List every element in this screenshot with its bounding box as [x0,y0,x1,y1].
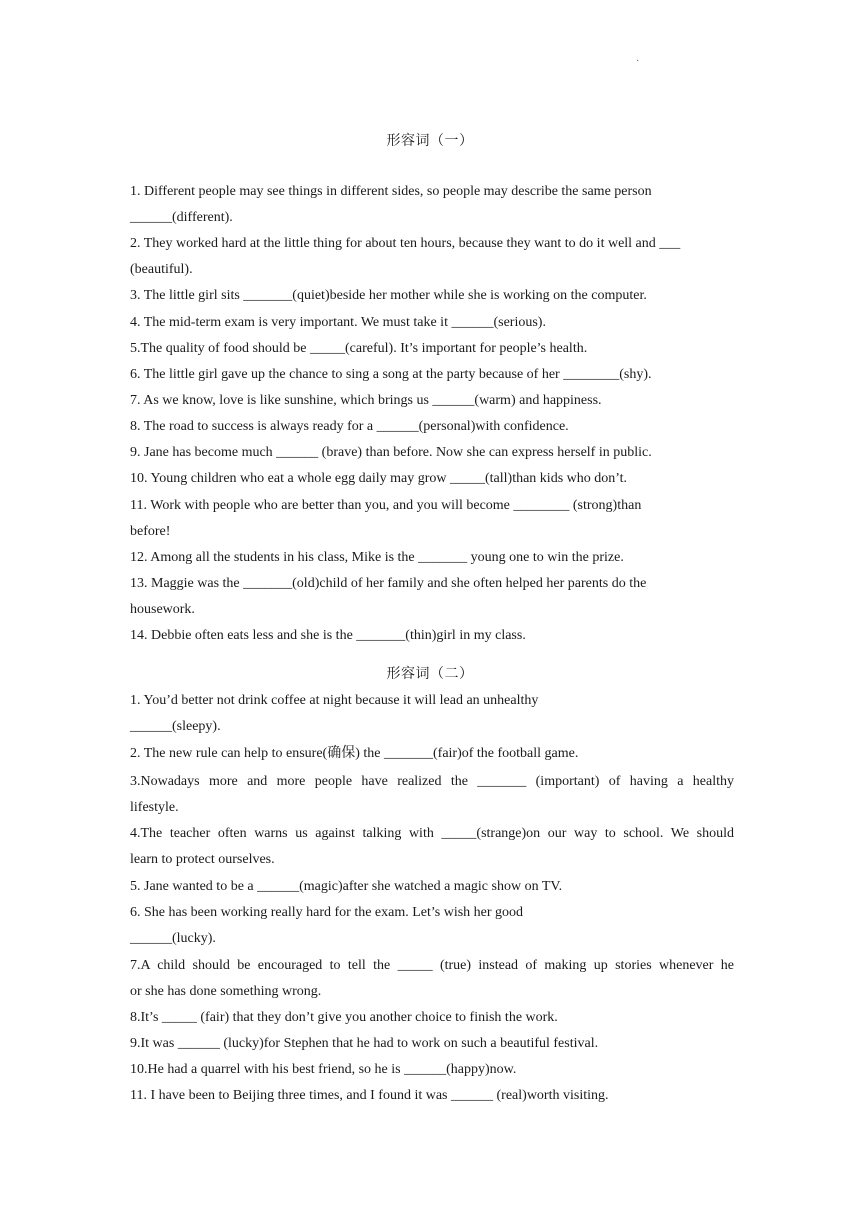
exercise-line: 8. The road to success is always ready for a ______(personal)with confidence. [130,419,569,434]
exercise-line: 6. She has been working really hard for the exam. Let’s wish her good [130,905,524,920]
exercise-line: 14. Debbie often eats less and she is the _______(thin)girl in my class. [130,628,526,643]
exercise-line: 8.It’s _____ (fair) that they don’t give you another choice to finish the work. [130,1010,558,1025]
section-1-title: 形容词（一） [386,133,474,149]
exercise-line: housework. [130,602,195,617]
exercise-line: 6. The little girl gave up the chance to sing a song at the party because of her ________(shy). [130,367,652,382]
exercise-line: 5. Jane wanted to be a ______(magic)after she watched a magic show on TV. [130,879,563,894]
exercise-line: learn to protect ourselves. [130,852,275,867]
exercise-line: 3.Nowadays more and more people have realized the _______ (important) of having a healthy [130,774,734,789]
exercise-line: ______(different). [130,210,233,225]
exercise-line: 9. Jane has become much ______ (brave) than before. Now she can express herself in public. [130,445,652,460]
exercise-line: 2. They worked hard at the little thing for about ten hours, because they want to do it well and ___ [130,236,681,251]
exercise-line: 10. Young children who eat a whole egg daily may grow _____(tall)than kids who don’t. [130,471,628,486]
exercise-line: 1. Different people may see things in different sides, so people may describe the same person [130,184,652,199]
exercise-line: (beautiful). [130,262,193,277]
exercise-line: lifestyle. [130,800,179,815]
exercise-line: 7.A child should be encouraged to tell the _____ (true) instead of making up stories whenever he [130,958,734,973]
exercise-line: 10.He had a quarrel with his best friend, so he is ______(happy)now. [130,1062,517,1077]
exercise-line: 1. You’d better not drink coffee at night because it will lead an unhealthy [130,693,539,708]
exercise-line: 4.The teacher often warns us against talking with _____(strange)on our way to school. We should [130,826,734,841]
exercise-line: before! [130,524,171,539]
exercise-line: ______(sleepy). [130,719,221,734]
section-2-title: 形容词（二） [386,666,474,682]
exercise-line: 7. As we know, love is like sunshine, which brings us ______(warm) and happiness. [130,393,602,408]
exercise-line: 2. The new rule can help to ensure(确保) the _______(fair)of the football game. [130,746,579,761]
header-mark: · [636,56,640,67]
exercise-line: ______(lucky). [130,931,216,946]
exercise-line: 3. The little girl sits _______(quiet)beside her mother while she is working on the computer. [130,288,647,303]
exercise-line: 11. Work with people who are better than you, and you will become ________ (strong)than [130,498,642,513]
exercise-line: or she has done something wrong. [130,984,322,999]
exercise-line: 5.The quality of food should be _____(careful). It’s important for people’s health. [130,341,588,356]
exercise-line: 12. Among all the students in his class, Mike is the _______ young one to win the prize. [130,550,624,565]
exercise-line: 4. The mid-term exam is very important. We must take it ______(serious). [130,315,546,330]
exercise-line: 9.It was ______ (lucky)for Stephen that he had to work on such a beautiful festival. [130,1036,599,1051]
exercise-line: 11. I have been to Beijing three times, and I found it was ______ (real)worth visiting. [130,1088,609,1103]
exercise-line: 13. Maggie was the _______(old)child of her family and she often helped her parents do the [130,576,647,591]
